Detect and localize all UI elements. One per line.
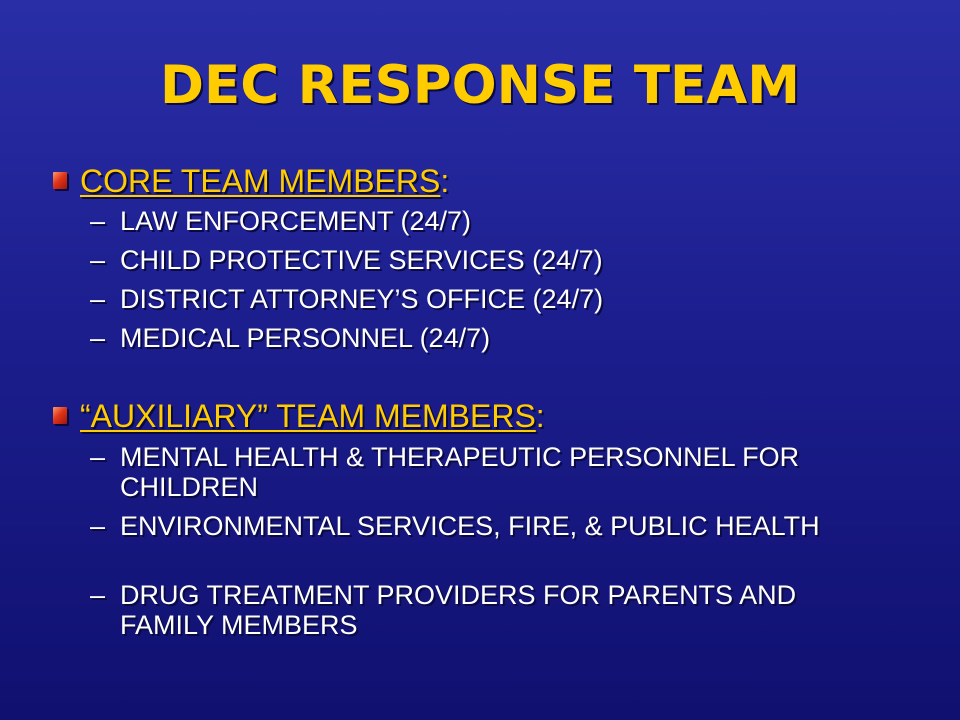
list-item — [90, 245, 890, 275]
core-team-heading-text: CORE TEAM MEMBERS — [80, 163, 441, 199]
list-item-text: MEDICAL PERSONNEL (24/7) — [120, 323, 491, 353]
dash-marker: – — [90, 206, 106, 236]
red-square-bullet-icon — [53, 172, 67, 189]
list-item — [90, 323, 890, 353]
dash-marker: – — [90, 511, 106, 541]
list-item-text: CHILD PROTECTIVE SERVICES (24/7) — [120, 245, 603, 275]
core-team-heading — [80, 162, 449, 200]
dash-marker: – — [90, 442, 106, 472]
list-item-text: MENTAL HEALTH & THERAPEUTIC PERSONNEL FOR CHILDREN — [120, 442, 800, 502]
dash-marker: – — [90, 580, 106, 610]
list-item — [90, 284, 890, 314]
list-item — [90, 511, 850, 541]
red-square-bullet-icon — [53, 407, 67, 424]
dash-marker: – — [90, 323, 106, 353]
auxiliary-team-heading-text: “AUXILIARY” TEAM MEMBERS — [80, 398, 536, 434]
list-item-text: LAW ENFORCEMENT (24/7) — [120, 206, 472, 236]
list-item — [90, 580, 880, 640]
list-item — [90, 206, 890, 236]
auxiliary-team-heading — [80, 397, 545, 435]
list-item-text: DISTRICT ATTORNEY’S OFFICE (24/7) — [120, 284, 604, 314]
list-item-text: ENVIRONMENTAL SERVICES, FIRE, & PUBLIC HEALTH — [120, 511, 820, 541]
dash-marker: – — [90, 245, 106, 275]
core-team-heading-colon: : — [440, 163, 450, 199]
dash-marker: – — [90, 284, 106, 314]
auxiliary-team-heading-colon: : — [535, 398, 545, 434]
slide-title: DEC RESPONSE TEAM — [160, 55, 800, 116]
list-item-text: DRUG TREATMENT PROVIDERS FOR PARENTS AND FAMILY MEMBERS — [120, 580, 797, 640]
list-item — [90, 442, 880, 502]
